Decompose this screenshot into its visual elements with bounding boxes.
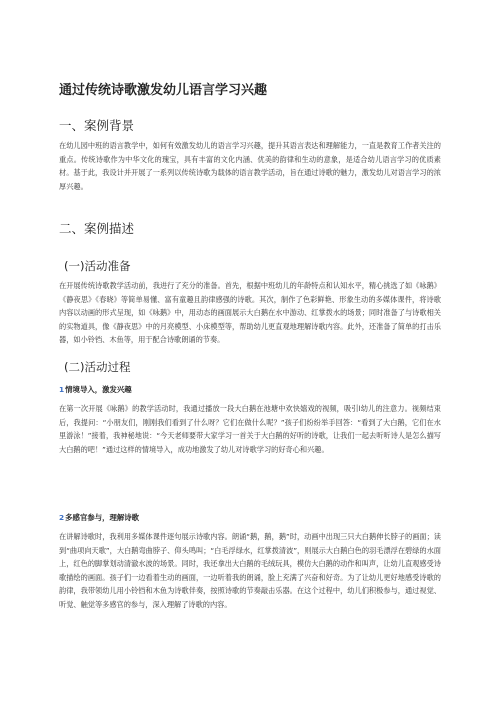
step-2-heading [59, 512, 139, 523]
subsection-heading-process: (二)活动过程 [64, 360, 131, 374]
preparation-paragraph: 在开展传统诗歌教学活动前，我进行了充分的准备。首先，根据中班幼儿的年龄特点和认知水平，精心挑选了如《咏鹅》《静夜思》《春晓》等简单易懂、富有童趣且韵律感强的诗歌。其次，制作了色彩鲜艳、形象生动的多媒体课件，将诗歌内容以动画的形式呈现，如《咏鹅》中，用动态的画面展示大白鹅在水中游动、红掌拨水的场景；同时准备了与诗歌相关的实物道具，像《静夜思》中的月亮模型、小床模型等，帮助幼儿更直观地理解诗歌内容。此外，还准备了简单的打击乐器，如小铃铛、木鱼等，用于配合诗歌朗诵的节奏。 [59, 281, 441, 345]
step-2-title: 多感官参与，理解诗歌 [65, 513, 140, 522]
step-1-paragraph: 在第一次开展《咏鹅》的教学活动时，我通过播放一段大白鹅在池塘中欢快嬉戏的视频，吸引l幼儿的注意力。视频结束后，我提问：“小朋友们，刚刚我们看到了什么呀？它们在做什么呢？”孩子们纷纷举手回答：“看到了大白鹅，它们在水里游泳！”接着，我神秘地说：“今天老师要带大家学习一首关于大白鹅的好听的诗歌，让我们一起去听听诗人是怎么描写大白鹅的吧！”通过这样的情境导入，成功地激发了幼儿对诗歌学习的好奇心和兴趣。 [59, 404, 441, 454]
step-2-paragraph: 在讲解诗歌时，我利用多媒体课件逐句展示诗歌内容。朗诵“鹅，鹅，鹅”时，动画中出现三只大白鹅伸长脖子的画面；读到“曲项向天歌”，大白鹅弯曲脖子、仰头鸣叫；“白毛浮绿水，红掌拨清波”，则展示大白鹅白色的羽毛漂浮在碧绿的水面上，红色的脚掌划动清澈水波的场景。同时，我还拿出大白鹅的毛绒玩具，模仿大白鹅的动作和叫声，让幼儿直观感受诗歌描绘的画面。孩子们一边看着生动的画面，一边听着我的朗诵，脸上充满了兴奋和好奇。为了让幼儿更好地感受诗歌的韵律，我带领幼儿用小铃铛和木鱼为诗歌伴奏，按照诗歌的节奏敲击乐器。在这个过程中，幼儿们积极参与，通过视觉、听觉、触觉等多感官的参与，深入理解了诗歌的内容。 [59, 532, 441, 609]
background-paragraph: 在幼儿园中班的语言教学中，如何有效激发幼儿的语言学习兴趣，提升其语言表达和理解能力，一直是教育工作者关注的重点。传统诗歌作为中华文化的瑰宝，具有丰富的文化内涵、优美的韵律和生动的意象，是适合幼儿语言学习的优质素材。基于此，我设计并开展了一系列以传统诗歌为载体的语言教学活动，旨在通过诗歌的魅力，激发幼儿对语言学习的浓厚兴趣。 [59, 141, 441, 191]
step-1-number: 1 [59, 385, 65, 394]
step-1-title: 情境导入，激发兴趣 [65, 385, 132, 394]
section-heading-description: 二、案例描述 [59, 221, 135, 236]
step-1-heading [59, 384, 132, 395]
step-2-number: 2 [59, 513, 65, 522]
section-heading-background: 一、案例背景 [59, 118, 135, 133]
document-title: 通过传统诗歌激发幼儿语言学习兴趣 [59, 83, 268, 98]
subsection-heading-preparation: (一)活动准备 [64, 259, 131, 273]
